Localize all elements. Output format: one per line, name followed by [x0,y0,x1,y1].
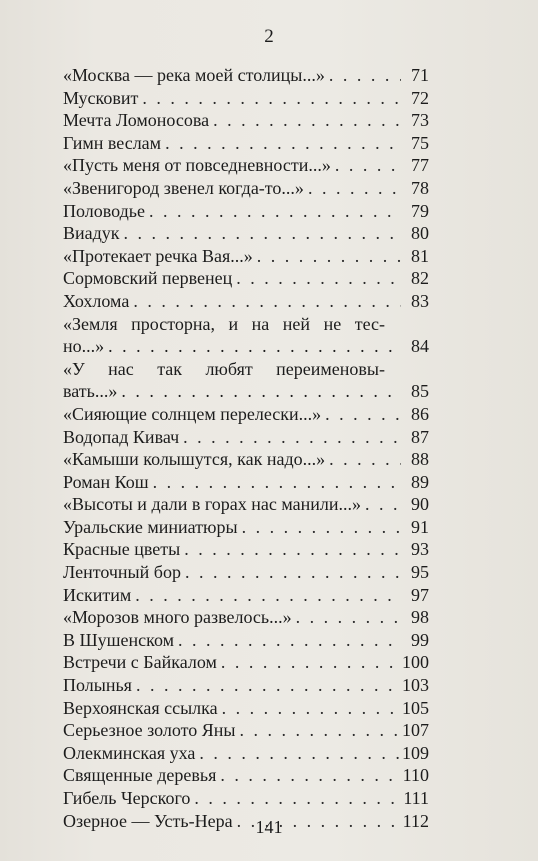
toc-entry-title: «Москва — река моей столицы...» [63,65,325,85]
toc-entry-page: 109 [402,742,429,763]
toc-entry-title: Мечта Ломоносова [63,110,210,131]
page-number: 141 [255,817,283,837]
toc-entry-page: 85 [411,381,429,402]
toc-entry-title: «Протекает речка Вая...» [63,245,253,266]
leader-dots [325,448,401,471]
toc-entry-page: 73 [411,110,429,131]
toc-entry-page: 72 [411,87,429,108]
leader-dots [325,64,401,87]
toc-entry-title: Мусковит [63,87,139,108]
leader-dots [179,426,401,449]
leader-dots [120,222,401,245]
toc-entry [63,154,429,177]
toc-entry-page: 78 [411,177,429,198]
toc-entry [63,516,429,539]
toc-entry-page: 75 [411,132,429,153]
leader-dots [190,787,401,810]
toc-entry-page: 98 [411,607,429,628]
toc-entry [63,222,429,245]
toc-entry [63,787,429,810]
leader-dots [321,403,401,426]
toc-entry [63,132,429,155]
toc-entry-title: В Шушенском [63,629,175,650]
leader-dots [217,651,401,674]
toc-entry-page: 91 [411,516,429,537]
toc-entry [63,426,429,449]
toc-entry [63,674,429,697]
toc-entry-title: Встречи с Байкалом [63,652,217,673]
leader-dots [180,538,401,561]
toc-entry-title: Хохлома [63,290,130,311]
toc-entry-page: 80 [411,223,429,244]
toc-entry-title: Олекминская уха [63,742,196,763]
toc-entry-page: 84 [411,336,429,357]
toc-entry-page: 88 [411,449,429,470]
toc-entry [63,290,429,313]
toc-entry-title-line1: «Земля просторна, и на ней не тес- [63,313,385,334]
toc-entry [63,177,429,200]
toc-entry-page: 112 [402,810,429,831]
toc-entry-title: «Сияющие солнцем перелески...» [63,403,322,424]
toc-entry-title: «Высоты и дали в горах нас манили...» [63,494,362,515]
leader-dots [216,764,401,787]
toc-entry-page: 111 [403,788,429,808]
leader-dots [132,674,401,697]
toc-entry [63,471,429,494]
toc-entry-title: «Звенигород звенел когда-то...» [63,177,304,198]
leader-dots [253,245,401,268]
toc-entry-title: «Морозов много развелось...» [63,607,292,628]
toc-entry [63,87,429,110]
toc-entry-title: Роман Кош [63,471,149,492]
toc-entry [63,267,429,290]
leader-dots [232,267,401,290]
toc-entry-title-line2: но...» [63,336,105,357]
toc-entry [63,561,429,584]
leader-dots [174,629,401,652]
toc-entry [63,697,429,720]
toc-entry-page: 90 [411,494,429,515]
toc-entry [63,200,429,223]
leader-dots [117,380,401,403]
toc-entry-page: 97 [411,584,429,605]
toc-entry-title: Священные деревья [63,765,217,786]
toc-entry-title: Верхоянская ссылка [63,697,218,718]
toc-entry [63,629,429,652]
leader-dots [181,561,401,584]
leader-dots [131,584,401,607]
toc-entry-wrapped [63,313,429,358]
toc-entry [63,448,429,471]
toc-entry-page: 107 [402,720,429,741]
toc-entry [63,742,429,765]
toc-entry [63,606,429,629]
leader-dots [104,335,401,358]
toc-entry [63,719,429,742]
toc-entry-title: Ленточный бор [63,562,181,583]
leader-dots [361,493,401,516]
leader-dots [138,87,401,110]
toc-entry-page: 95 [411,562,429,583]
leader-dots [209,109,401,132]
toc-entry-title: Полынья [63,675,132,696]
toc-entry-title-line1: «У нас так любят переименовы- [63,358,385,379]
toc-entry-page: 110 [402,765,429,786]
leader-dots [238,516,401,539]
leader-dots [218,697,401,720]
toc-entry-page: 83 [411,290,429,311]
toc-entry-page: 79 [411,200,429,221]
toc-entry-title: Озерное — Усть-Нера [63,810,233,831]
leader-dots [235,719,401,742]
toc-entry-title: «Камыши колышутся, как надо...» [63,449,326,470]
toc-entry-page: 82 [411,268,429,289]
toc-entry-title: Уральские миниатюры [63,516,238,537]
toc-entry-title: Водопад Кивач [63,426,180,447]
toc-entry [63,109,429,132]
leader-dots [129,290,401,313]
toc-entry-page: 89 [411,471,429,492]
toc-entry-page: 86 [411,403,429,424]
toc-entry-page: 87 [411,426,429,447]
toc-entry-page: 103 [402,675,429,696]
toc-entry-title: «Пусть меня от повседневности...» [63,155,331,176]
toc-entry-page: 93 [411,539,429,560]
folio-number: 2 [264,26,274,47]
toc-entry-wrapped [63,358,429,403]
leader-dots [149,471,401,494]
leader-dots [145,200,401,223]
toc-entry [63,764,429,787]
toc-entry [63,538,429,561]
toc-entry-page: 77 [411,155,429,176]
toc-entry-page: 99 [411,629,429,650]
toc-entry-title: Красные цветы [63,539,181,560]
leader-dots [161,132,401,155]
toc-entry [63,651,429,674]
toc-entry-title: Искитим [63,584,132,605]
toc-entry-title: Гимн веслам [63,132,162,153]
leader-dots [292,606,401,629]
toc-entry-page: 100 [402,652,429,673]
leader-dots [195,742,401,765]
toc-entry [63,64,429,87]
toc-entry [63,584,429,607]
toc-entry-title-line2: вать...» [63,381,118,402]
leader-dots [331,154,401,177]
toc-entry-title: Гибель Черского [63,788,191,808]
toc-entry-title: Сормовский первенец [63,268,233,289]
toc-entry-title: Серьезное золото Яны [63,720,236,741]
toc-entry [63,403,429,426]
toc-entry [63,493,429,516]
toc-entry [63,245,429,268]
leader-dots [304,177,401,200]
toc-entry-title: Половодье [63,200,145,221]
toc-entry-page: 71 [411,65,429,85]
toc-entry-page: 105 [402,697,429,718]
table-of-contents [63,64,429,832]
toc-entry-page: 81 [411,245,429,266]
toc-entry-title: Виадук [63,223,120,244]
